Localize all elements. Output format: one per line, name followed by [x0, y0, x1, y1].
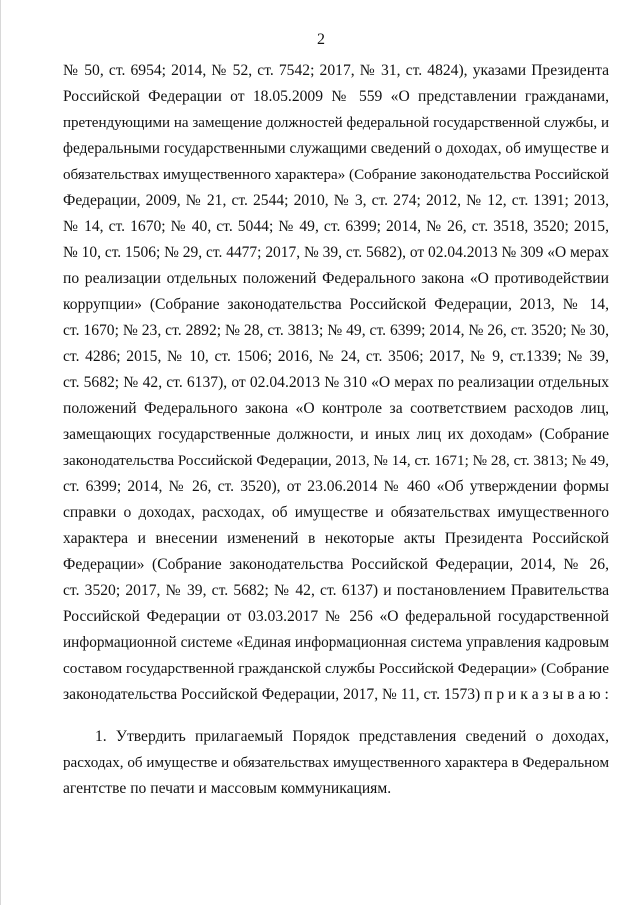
- text-line: Федерации» (Собрание законодательства Российской Федерации, 2014, № 26,: [63, 556, 609, 573]
- text-line: справки о доходах, расходах, об имуществе и обязательствах имущественного: [63, 504, 609, 521]
- text-line: ст. 1670; № 23, ст. 2892; № 28, ст. 3813; № 49, ст. 6399; 2014, № 26, ст. 3520; № 30,: [63, 322, 609, 339]
- text-line: положений Федерального закона «О контроле за соответствием расходов лиц,: [63, 400, 609, 417]
- text-line: Российской Федерации от 18.05.2009 № 559 «О представлении гражданами,: [63, 88, 609, 105]
- text-line: агентстве по печати и массовым коммуникациям.: [63, 780, 392, 797]
- paragraph-legal-basis: [63, 58, 609, 708]
- text-line: составом государственной гражданской службы Российской Федерации» (Собрание: [63, 660, 609, 677]
- text-line: № 10, ст. 1506; № 29, ст. 4477; 2017, № 39, ст. 5682), от 02.04.2013 № 309 «О мерах: [63, 244, 609, 261]
- text-line: обязательствах имущественного характера» (Собрание законодательства Российской: [63, 167, 609, 183]
- text-line: Российской Федерации от 03.03.2017 № 256 «О федеральной государственной: [63, 608, 609, 625]
- text-line: законодательства Российской Федерации, 2013, № 14, ст. 1671; № 28, ст. 3813; № 49,: [63, 452, 609, 469]
- text-line: претендующими на замещение должностей федеральной государственной службы, и: [63, 115, 609, 131]
- text-line: характера и внесении изменений в некоторые акты Президента Российской: [63, 530, 609, 547]
- text-line: по реализации отдельных положений Федерального закона «О противодействии: [63, 270, 609, 287]
- text-line: замещающих государственные должности, и иных лиц их доходам» (Собрание: [63, 426, 609, 443]
- text-line: федеральными государственными служащими сведений о доходах, об имуществе и: [63, 140, 609, 157]
- text-line: законодательства Российской Федерации, 2017, № 11, ст. 1573) п р и к а з ы в а ю :: [63, 686, 609, 703]
- text-line: ст. 6399; 2014, № 26, ст. 3520), от 23.06.2014 № 460 «Об утверждении формы: [63, 478, 609, 495]
- text-line: 1. Утвердить прилагаемый Порядок представления сведений о доходах,: [95, 728, 609, 745]
- text-line: № 50, ст. 6954; 2014, № 52, ст. 7542; 2017, № 31, ст. 4824), указами Президента: [63, 62, 609, 79]
- text-line: ст. 5682; № 42, ст. 6137), от 02.04.2013 № 310 «О мерах по реализации отдельных: [63, 374, 609, 391]
- text-line: коррупции» (Собрание законодательства Российской Федерации, 2013, № 14,: [63, 296, 609, 313]
- text-line: информационной системе «Единая информационная система управления кадровым: [63, 634, 609, 651]
- text-line: ст. 4286; 2015, № 10, ст. 1506; 2016, № 24, ст. 3506; 2017, № 9, ст.1339; № 39,: [63, 348, 609, 365]
- text-line: ст. 3520; 2017, № 39, ст. 5682; № 42, ст. 6137) и постановлением Правительства: [63, 582, 609, 599]
- page-number: 2: [317, 31, 325, 48]
- text-line: Федерации, 2009, № 21, ст. 2544; 2010, № 3, ст. 274; 2012, № 12, ст. 1391; 2013,: [63, 192, 609, 209]
- paragraph-order-item-1: [63, 724, 609, 802]
- text-line: № 14, ст. 1670; № 40, ст. 5044; № 49, ст. 6399; 2014, № 26, ст. 3518, 3520; 2015,: [63, 218, 609, 235]
- text-line: расходах, об имуществе и обязательствах имущественного характера в Федеральном: [63, 755, 609, 771]
